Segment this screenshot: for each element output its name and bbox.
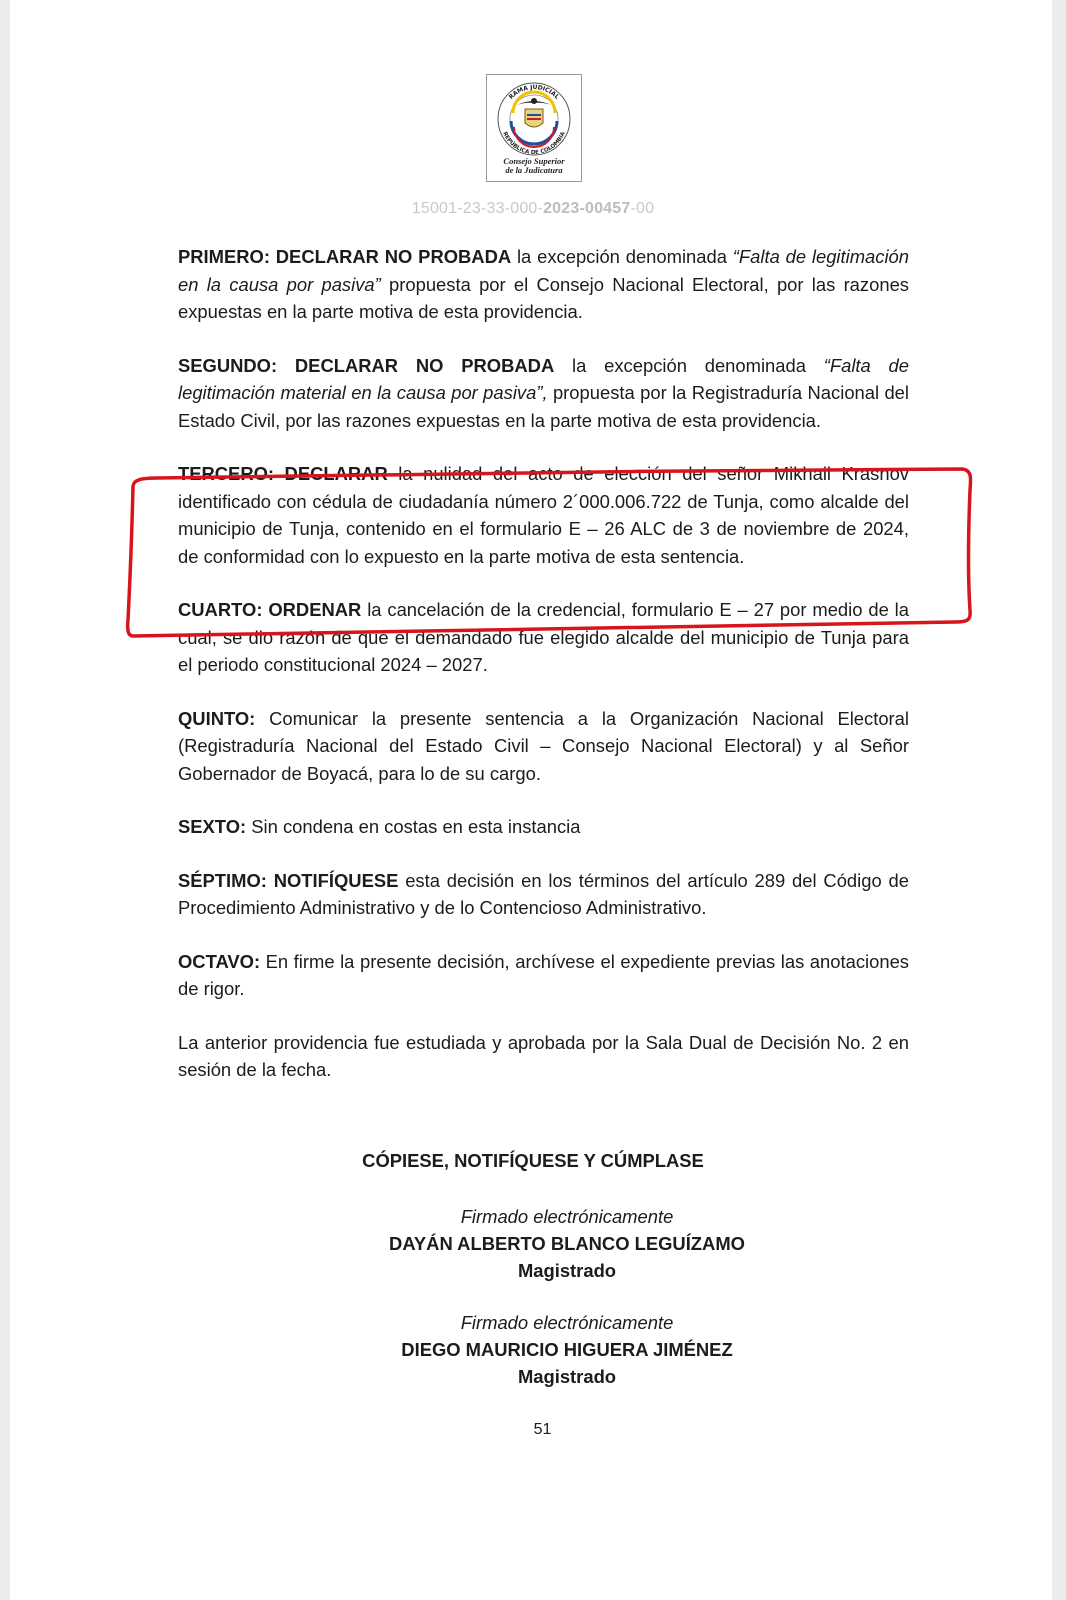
- resolution-heading: SÉPTIMO: NOTIFÍQUESE: [178, 869, 399, 891]
- resolution-heading: OCTAVO:: [178, 950, 261, 972]
- signatory-role: Magistrado: [517, 1366, 617, 1387]
- resolution-heading: SEGUNDO: DECLARAR NO PROBADA: [178, 354, 555, 376]
- judiciary-seal-logo: [486, 74, 582, 182]
- seal-ring-bottom-text: REPÚBLICA DE COLOMBIA: [501, 131, 567, 157]
- signature-note: Firmado electrónicamente: [460, 1312, 674, 1333]
- resolution-octavo: [178, 948, 909, 1003]
- resolution-quote: “Falta de legitimación en la causa por pasiva”: [178, 246, 909, 295]
- approval-note: [178, 1029, 909, 1084]
- resolution-text: propuesta por la Registraduría Nacional del Estado Civil, por las razones expuestas en la parte motiva de esta providencia.: [178, 382, 909, 431]
- resolution-text: la excepción denominada: [511, 246, 733, 267]
- signature-block-2: [0, 1309, 1066, 1390]
- resolution-segundo: [178, 352, 909, 435]
- seal-ring-top-text: RAMA JUDICIAL: [507, 83, 561, 101]
- resolution-primero: [178, 243, 909, 326]
- seal-caption-line2: de la Judicatura: [505, 165, 563, 175]
- case-number-suffix: -00: [630, 200, 655, 217]
- signatory-role: Magistrado: [517, 1260, 617, 1281]
- resolution-text: Sin condena en costas en esta instancia: [246, 816, 581, 837]
- resolution-text: la excepción denominada: [554, 354, 824, 376]
- resolution-heading: CUARTO: ORDENAR: [178, 599, 362, 620]
- resolution-text: la cancelación de la credencial, formulario E – 27 por medio de la cual, se dio razón de que el demandado fue elegido alcalde del municipio de Tunja para el periodo constitucional 2024 – 2027.: [178, 599, 909, 675]
- resolution-text: Comunicar la presente sentencia a la Organización Nacional Electoral (Registraduría Nacional del Estado Civil – Consejo Nacional Electoral) y al Señor Gobernador de Boyacá, para lo de su cargo.: [178, 707, 909, 784]
- signatory-name: DAYÁN ALBERTO BLANCO LEGUÍZAMO: [389, 1233, 745, 1254]
- resolution-text: la nulidad del acto de elección del señor Mikhail Krasnov identificado con cédula de ciudadanía número 2´000.006.722 de Tunja, como alcalde del municipio de Tunja, contenido en el formulario E – 26 ALC de 3 de noviembre de 2024, de conformidad con lo expuesto en la parte motiva de esta sentencia.: [178, 463, 909, 567]
- resolution-heading: TERCERO: DECLARAR: [178, 463, 388, 484]
- case-number: [0, 200, 1066, 218]
- resolution-sexto: [178, 813, 909, 841]
- resolution-text: En firme la presente decisión, archívese el expediente previas las anotaciones de rigor.: [178, 950, 909, 999]
- approval-text: La anterior providencia fue estudiada y aprobada por la Sala Dual de Decisión No. 2 en sesión de la fecha.: [178, 1031, 909, 1080]
- resolution-text: esta decisión en los términos del artículo 289 del Código de Procedimiento Administrativo y de lo Contencioso Administrativo.: [178, 869, 909, 918]
- signature-block-1: [0, 1203, 1066, 1284]
- page-number: 51: [533, 1421, 552, 1438]
- resolution-heading: QUINTO:: [178, 707, 256, 729]
- signature-note: Firmado electrónicamente: [460, 1206, 674, 1227]
- resolution-quinto: [178, 705, 909, 788]
- resolution-septimo: [178, 867, 909, 922]
- resolution-cuarto: [178, 596, 909, 679]
- signatory-name: DIEGO MAURICIO HIGUERA JIMÉNEZ: [401, 1339, 733, 1360]
- case-number-bold: 2023-00457: [543, 200, 631, 217]
- case-number-prefix: 15001-23-33-000-: [411, 200, 544, 217]
- resolution-text: propuesta por el Consejo Nacional Electoral, por las razones expuestas en la parte motiva de esta providencia.: [178, 273, 909, 322]
- resolution-heading: PRIMERO: DECLARAR NO PROBADA: [178, 246, 512, 267]
- resolution-heading: SEXTO:: [178, 816, 247, 837]
- closing-formula: CÓPIESE, NOTIFÍQUESE Y CÚMPLASE: [362, 1150, 704, 1171]
- seal-caption-line1: Consejo Superior: [503, 156, 565, 166]
- resolutions-body: [178, 243, 909, 1110]
- resolution-tercero: [178, 460, 909, 570]
- resolution-quote: “Falta de legitimación material en la causa por pasiva”,: [178, 354, 910, 403]
